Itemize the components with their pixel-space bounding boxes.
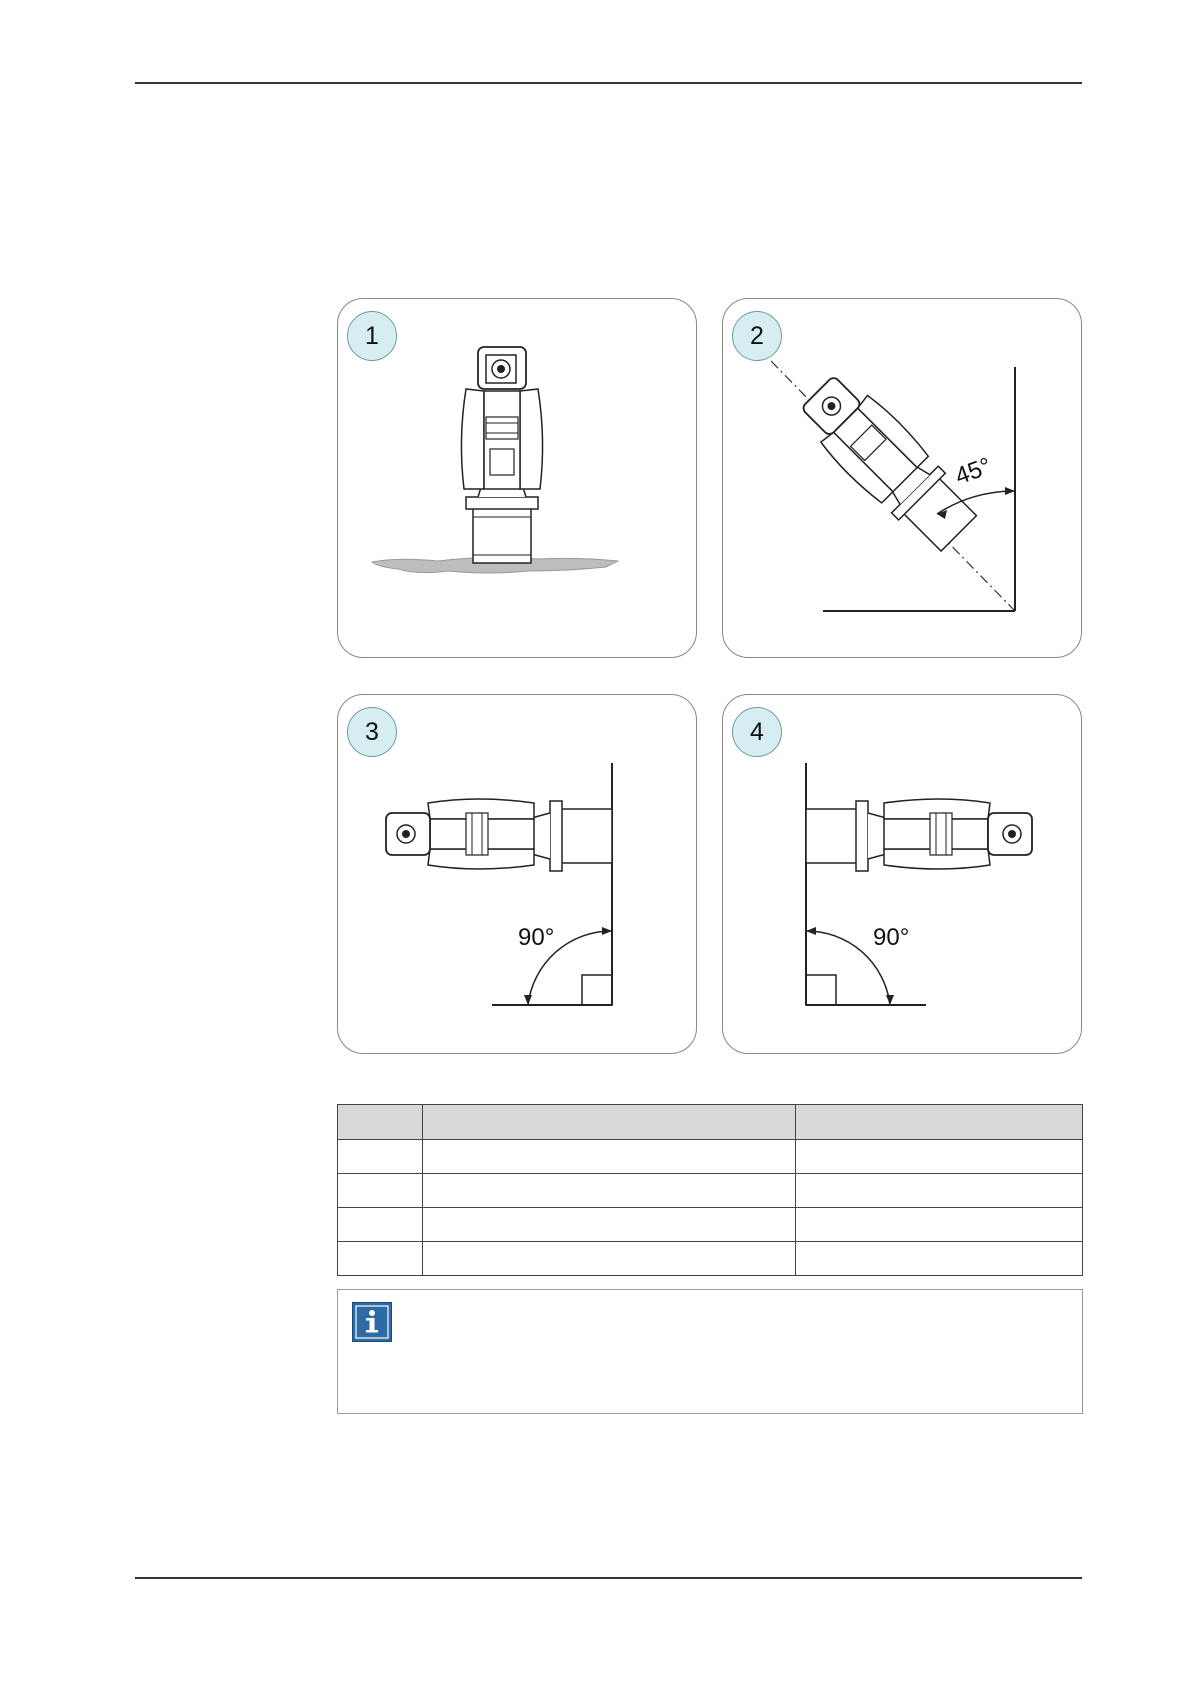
table-cell [422,1140,795,1174]
table-cell [422,1174,795,1208]
table-row [338,1140,1083,1174]
mounting-panel-3 [337,694,697,1054]
mounting-panel-2 [722,298,1082,658]
table-cell [796,1208,1083,1242]
table-row [338,1208,1083,1242]
robot-tilted-illustration [723,299,1082,658]
table-cell [338,1174,423,1208]
table-cell [338,1140,423,1174]
table-cell [796,1140,1083,1174]
robot-floor-illustration [338,299,697,658]
angle-label-90-right: 90° [873,924,910,951]
angle-label-90-left: 90° [518,924,555,951]
table-cell [422,1242,795,1276]
mounting-panel-4 [722,694,1082,1054]
table-cell [422,1208,795,1242]
header-rule [135,82,1082,84]
table-row [338,1174,1083,1208]
angle-label-45: 45° [951,452,995,491]
table-header-cell [338,1105,423,1140]
table-cell [338,1242,423,1276]
table-cell [796,1242,1083,1276]
table-row [338,1242,1083,1276]
footer-rule [135,1577,1082,1579]
table-header-cell [422,1105,795,1140]
positions-table [337,1104,1083,1276]
table-cell [338,1208,423,1242]
step-badge-1: 1 [347,311,397,361]
info-note [337,1289,1083,1414]
robot-wall-right-illustration [338,695,697,1054]
table-header-cell [796,1105,1083,1140]
robot-wall-left-illustration [723,695,1082,1054]
table-header-row [338,1105,1083,1140]
step-badge-4: 4 [732,707,782,757]
step-badge-3: 3 [347,707,397,757]
table-cell [796,1174,1083,1208]
info-icon [352,1302,392,1342]
step-badge-2: 2 [732,311,782,361]
mounting-panel-1 [337,298,697,658]
